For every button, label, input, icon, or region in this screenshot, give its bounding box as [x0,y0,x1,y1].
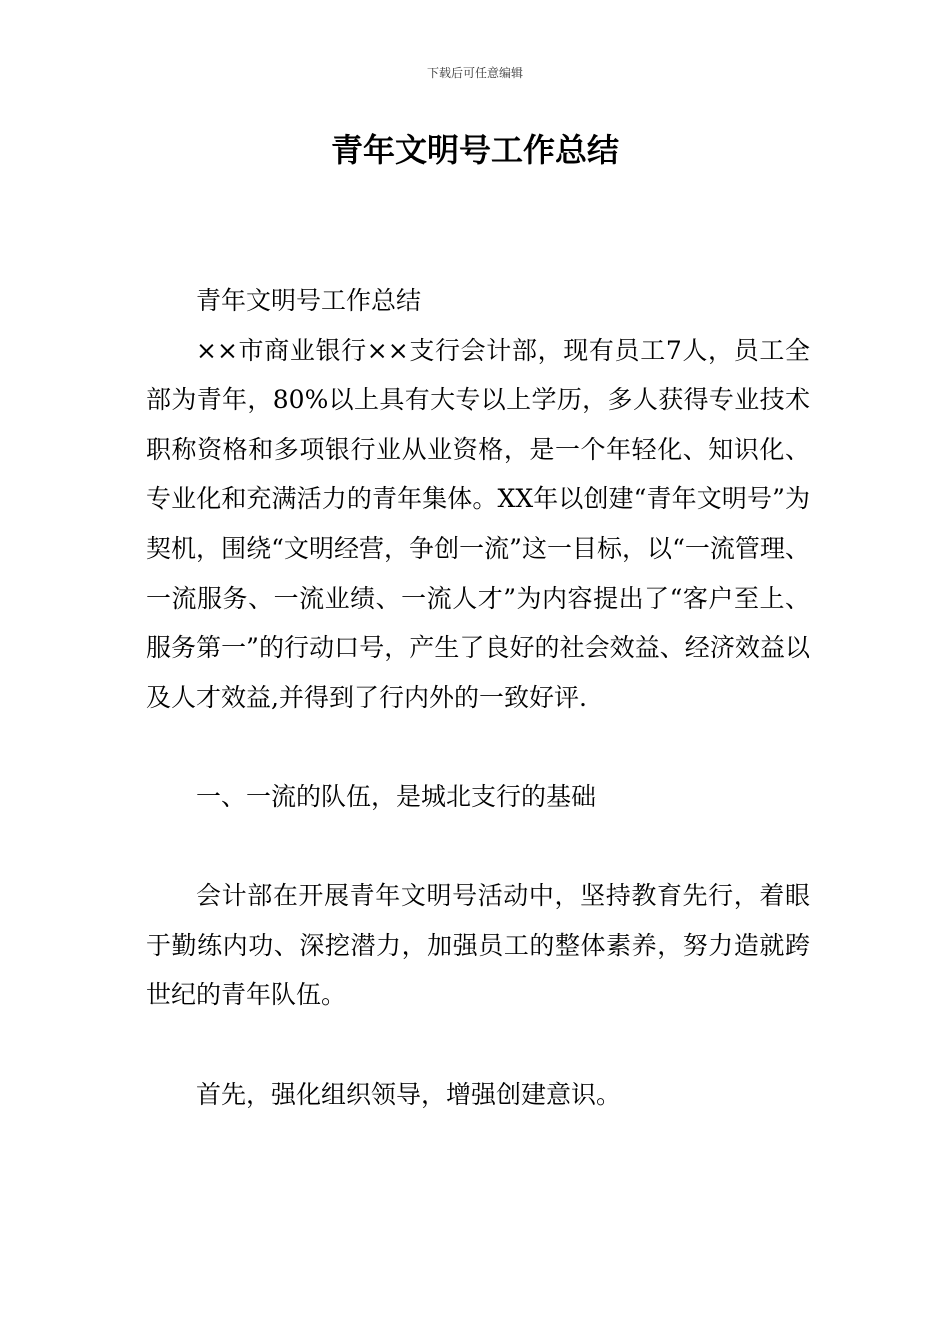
paragraph-team: 会计部在开展青年文明号活动中，坚持教育先行，着眼于勤练内功、深挖潜力，加强员工的整体素养，努力造就跨世纪的青年队伍。 [146,881,810,1010]
paragraph-subtitle: 青年文明号工作总结 [196,286,422,315]
document-title: 青年文明号工作总结 [330,131,619,169]
paragraph-first: 首先，强化组织领导，增强创建意识。 [196,1079,622,1109]
header-note: 下载后可任意编辑 [426,66,523,80]
paragraph-spacer [146,1020,810,1070]
paragraph-intro: ××市商业银行××支行会计部，现有员工7人，员工全部为青年，80%以上具有大专以上学历，多人获得专业技术职称资格和多项银行业从业资格，是一个年轻化、知识化、专业化和充满活力的青年集体。XX年以创建“青年文明号”为契机，围绕“文明经营，争创一流”这一目标，以“一流管理、一流服务、一流业绩、一流人才”为内容提出了“客户至上、服务第一”的行动口号，产生了良好的社会效益、经济效益以及人才效益,并得到了行内外的一致好评. [146,335,810,712]
document-body [146,276,810,1119]
paragraph-spacer [146,722,810,772]
section-heading: 一、一流的队伍，是城北支行的基础 [196,781,597,811]
paragraph-spacer [146,822,810,872]
